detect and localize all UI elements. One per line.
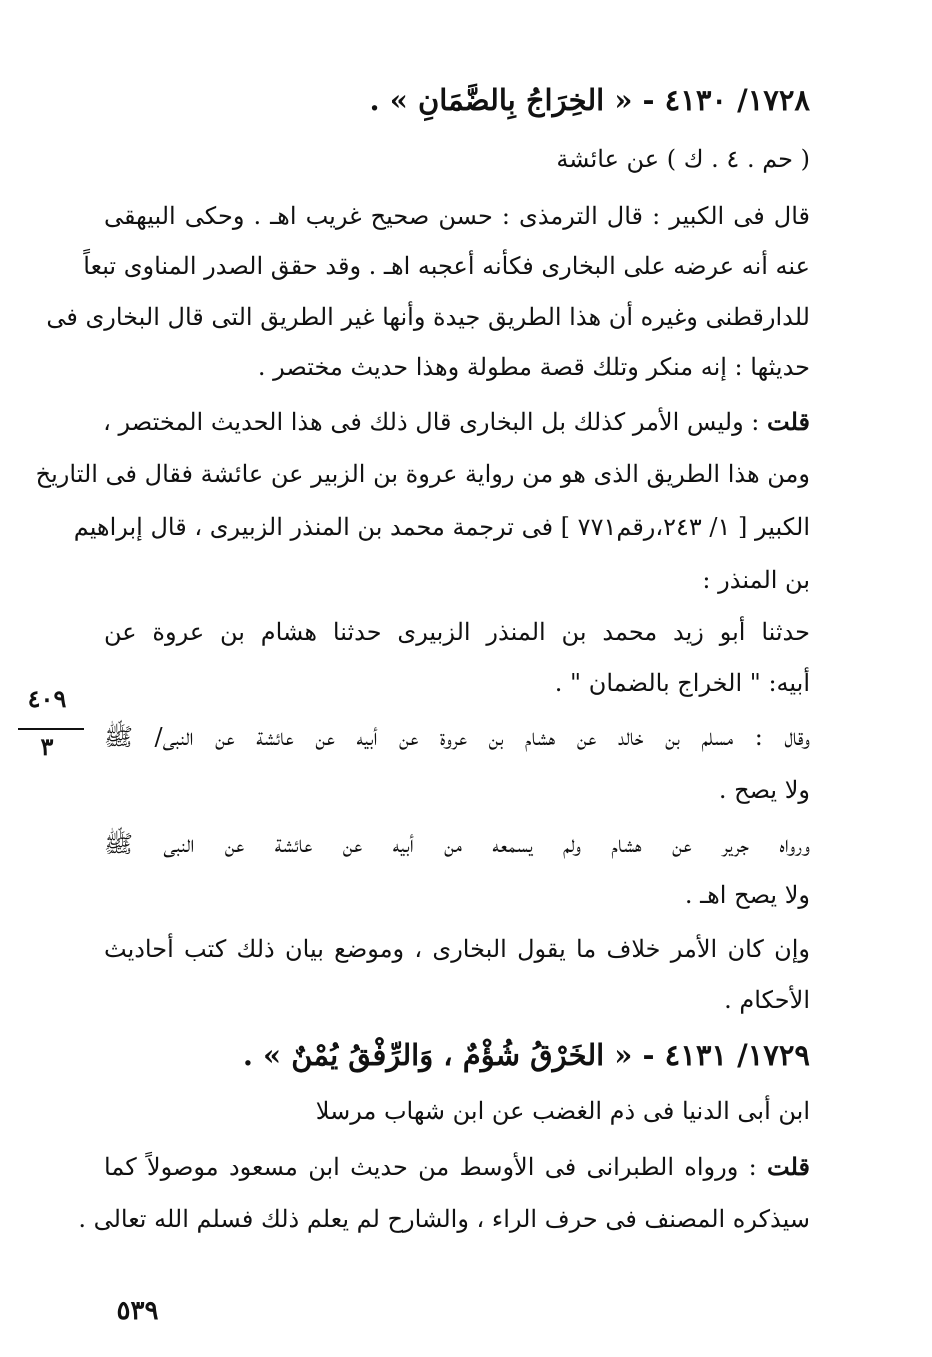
commentary-line: بن المنذر : (702, 566, 810, 594)
commentary-line: أبيه: " الخراج بالضمان " . (554, 669, 810, 697)
page-number: ٥٣٩ (116, 1296, 159, 1326)
margin-folio-number: ٤٠٩ (27, 684, 67, 713)
commentary-line (104, 1150, 810, 1184)
commentary-line: ورواه جرير عن هشام ولم يسمعه من أبيه عن عائشة عن النبى ﷺ (104, 830, 810, 858)
commentary-line: وإن كان الأمر خلاف ما يقول البخارى ، وموضع بيان ذلك كتب أحاديث (104, 935, 810, 963)
commentary-line: عنه أنه عرضه على البخارى فكأنه أعجبه اهـ . وقد حقق الصدر المناوى تبعاً (83, 252, 810, 280)
hadith-source-4130: ( حم . ٤ . ك ) عن عائشة (556, 145, 810, 173)
commentary-line: الأحكام . (724, 986, 810, 1014)
margin-volume-number: ٣ (40, 732, 54, 761)
commentary-line: للدارقطنى وغيره أن هذا الطريق جيدة وأنها غير الطريق التى قال البخارى فى (46, 303, 810, 331)
commentary-text: : ورواه الطبرانى فى الأوسط من حديث ابن مسعود موصولاً كما (104, 1153, 768, 1181)
commentary-line: ولا يصح اهـ . (684, 881, 810, 909)
commentary-line: قال فى الكبير : قال الترمذى : حسن صحيح غريب اهـ . وحكى البيهقى (104, 202, 810, 230)
commentary-line: الكبير [ ١/ ٢٤٣،رقم٧٧١ ] فى ترجمة محمد بن المنذر الزبيرى ، قال إبراهيم (73, 513, 810, 541)
qultu-label: قلت (767, 1152, 811, 1181)
margin-divider (18, 728, 84, 730)
hadith-source-4131: ابن أبى الدنيا فى ذم الغضب عن ابن شهاب مرسلا (315, 1097, 810, 1125)
hadith-heading-4130: ١٧٢٨/ ٤١٣٠ - « الخِرَاجُ بِالضَّمَانِ » . (369, 83, 810, 117)
commentary-text: : وليس الأمر كذلك بل البخارى قال ذلك فى هذا الحديث المختصر ، (103, 408, 768, 436)
commentary-line (104, 405, 810, 439)
hadith-heading-4131: ١٧٢٩/ ٤١٣١ - « الخَرْقُ شُؤْمٌ ، وَالرِّفْقُ يُمْنٌ » . (242, 1038, 810, 1072)
qultu-label: قلت (767, 407, 810, 436)
commentary-line: ومن هذا الطريق الذى هو من رواية عروة بن الزبير عن عائشة فقال فى التاريخ (35, 460, 810, 488)
commentary-line: وقال : مسلم بن خالد عن هشام بن عروة عن أبيه عن عائشة عن النبى/ ﷺ (104, 723, 811, 751)
commentary-line: حدثنا أبو زيد محمد بن المنذر الزبيرى حدثنا هشام بن عروة عن (104, 618, 810, 646)
commentary-line: ولا يصح . (718, 776, 810, 804)
commentary-line: حديثها : إنه منكر وتلك قصة مطولة وهذا حديث مختصر . (257, 353, 810, 381)
commentary-line: سيذكره المصنف فى حرف الراء ، والشارح لم يعلم ذلك فسلم الله تعالى . (78, 1205, 810, 1233)
